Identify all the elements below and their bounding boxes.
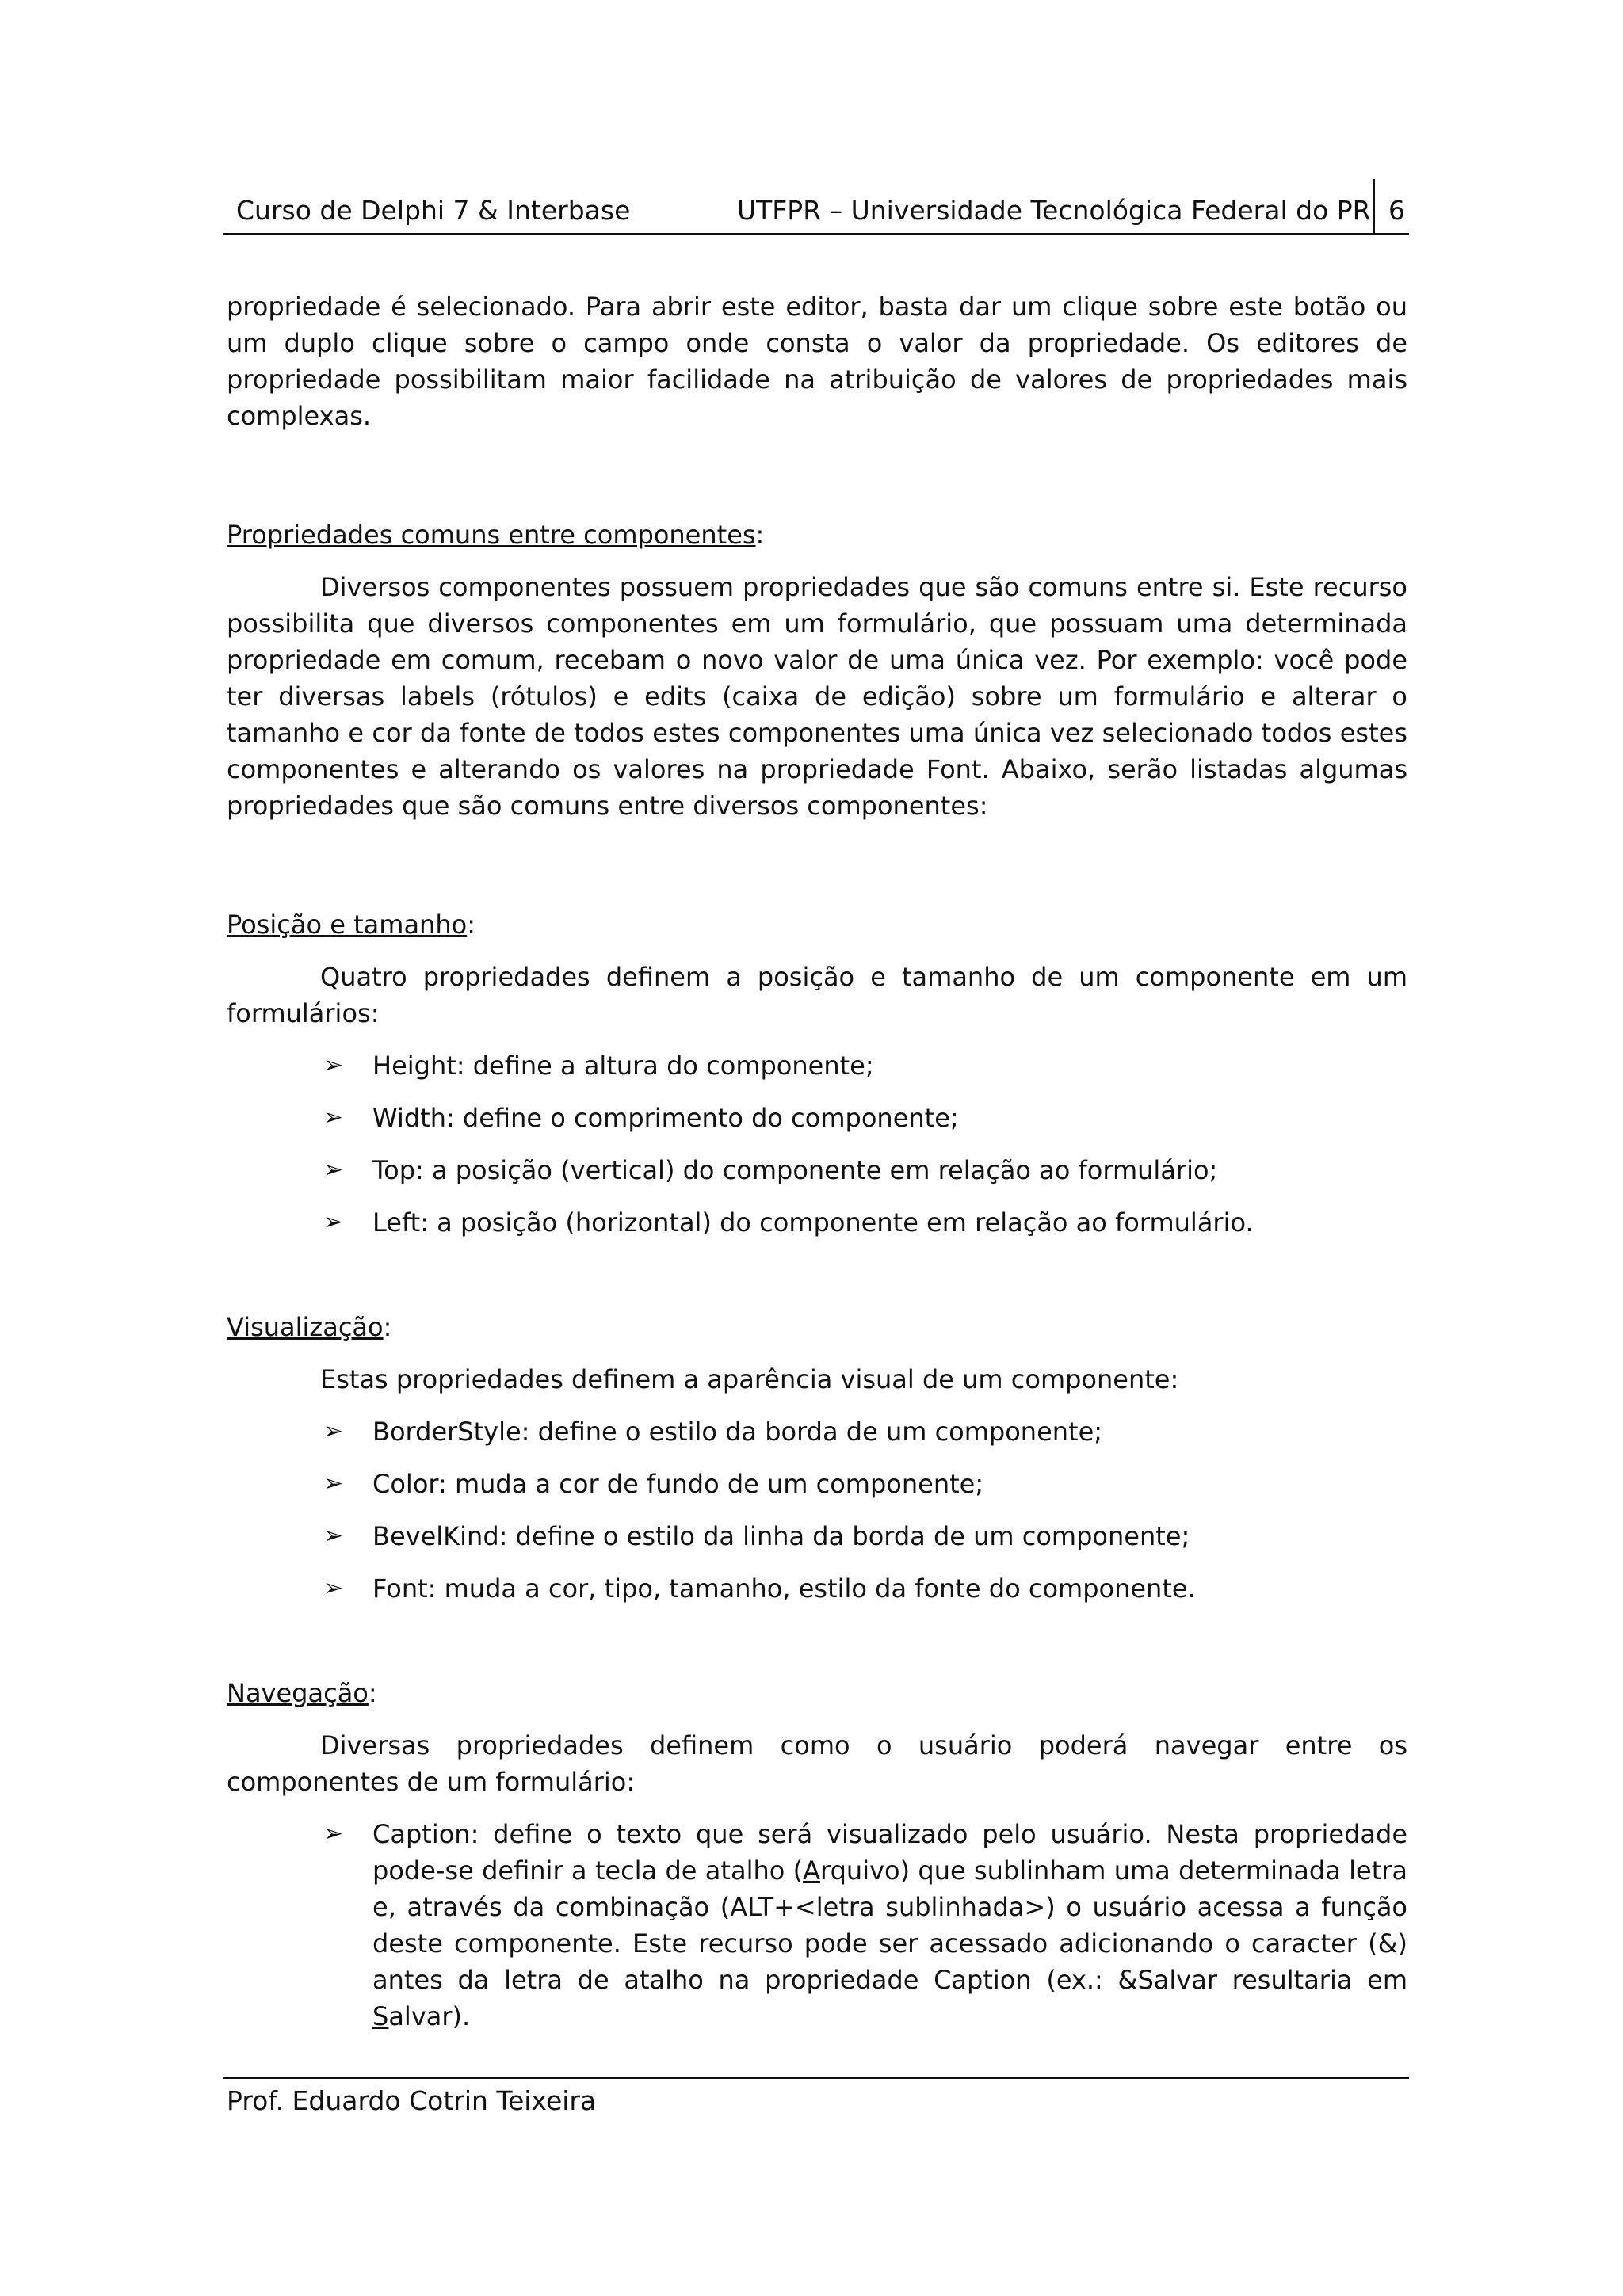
section-heading-visualization: Visualização: (227, 1312, 392, 1342)
arrow-bullet-icon: ➢ (323, 1417, 344, 1445)
list-item: ➢ Top: a posição (vertical) do componente em relação ao formulário; (320, 1152, 1407, 1188)
section-paragraph-common-properties: Diversos componentes possuem propriedades que são comuns entre si. Este recurso possibilita que diversos componentes em um formulário, que possuam uma determinada propriedade em comum, recebam o novo valor de uma única vez. Por exemplo: você pode ter diversas labels (rótulos) e edits (caixa de edição) sobre um formulário e alterar o tamanho e cor da fonte de todos estes componentes uma única vez selecionado todos estes componentes e alterando os valores na propriedade Font. Abaixo, serão listadas algumas propriedades que são comuns entre diversos componentes: (227, 572, 1407, 821)
section-heading-common-properties: Propriedades comuns entre componentes: (227, 520, 765, 550)
list-item: ➢ BorderStyle: define o estilo da borda de um componente; (320, 1413, 1407, 1450)
footer-divider (223, 2077, 1409, 2079)
list-item: ➢ Font: muda a cor, tipo, tamanho, estilo da fonte do componente. (320, 1570, 1407, 1607)
arrow-bullet-icon: ➢ (323, 1574, 344, 1602)
list-item: ➢ Left: a posição (horizontal) do componente em relação ao formulário. (320, 1204, 1407, 1241)
list-item: ➢ BevelKind: define o estilo da linha da borda de um componente; (320, 1518, 1407, 1554)
section-heading-position-size: Posição e tamanho: (227, 910, 475, 940)
header-course-title: Curso de Delphi 7 & Interbase (236, 195, 631, 226)
visualization-list (227, 1413, 1407, 1607)
list-item: ➢ Width: define o comprimento do componente; (320, 1100, 1407, 1136)
arrow-bullet-icon: ➢ (323, 1104, 344, 1131)
header-institution: UTFPR – Universidade Tecnológica Federal do PR (737, 195, 1371, 226)
arrow-bullet-icon: ➢ (323, 1522, 344, 1550)
header-divider (1373, 179, 1375, 233)
list-item: ➢ Height: define a altura do componente; (320, 1047, 1407, 1084)
arrow-bullet-icon: ➢ (323, 1156, 344, 1184)
arrow-bullet-icon: ➢ (323, 1470, 344, 1497)
section-paragraph-position-size: Quatro propriedades definem a posição e tamanho de um componente em um formulários: (227, 962, 1407, 1028)
arrow-bullet-icon: ➢ (323, 1051, 344, 1079)
page-header (223, 179, 1409, 235)
arrow-bullet-icon: ➢ (323, 1208, 344, 1236)
section-heading-navigation: Navegação: (227, 1678, 377, 1708)
page-content (227, 288, 1407, 2035)
intro-paragraph: propriedade é selecionado. Para abrir este editor, basta dar um clique sobre este botão ou um duplo clique sobre o campo onde consta o valor da propriedade. Os editores de propriedade possibilitam maior facilidade na atribuição de valores de propriedades mais complexas. (227, 292, 1407, 431)
section-paragraph-visualization: Estas propriedades definem a aparência visual de um componente: (320, 1364, 1179, 1394)
section-paragraph-navigation: Diversas propriedades definem como o usuário poderá navegar entre os componentes de um formulário: (227, 1730, 1407, 1797)
arrow-bullet-icon: ➢ (323, 1820, 344, 1848)
page-footer: Prof. Eduardo Cotrin Teixeira (227, 2085, 597, 2116)
list-item: ➢ Color: muda a cor de fundo de um componente; (320, 1466, 1407, 1502)
page-number: 6 (1388, 195, 1405, 226)
list-item-caption: ➢ Caption: define o texto que será visualizado pelo usuário. Nesta propriedade pode-se definir a tecla de atalho (Arquivo) que sublinham uma determinada letra e, através da combinação (ALT+<letra sublinhada>) o usuário acessa a função deste componente. Este recurso pode ser acessado adicionando o caracter (&) antes da letra de atalho na propriedade Caption (ex.: &Salvar resultaria em Salvar). (320, 1816, 1407, 2035)
position-size-list (227, 1047, 1407, 1241)
navigation-list (227, 1816, 1407, 2035)
